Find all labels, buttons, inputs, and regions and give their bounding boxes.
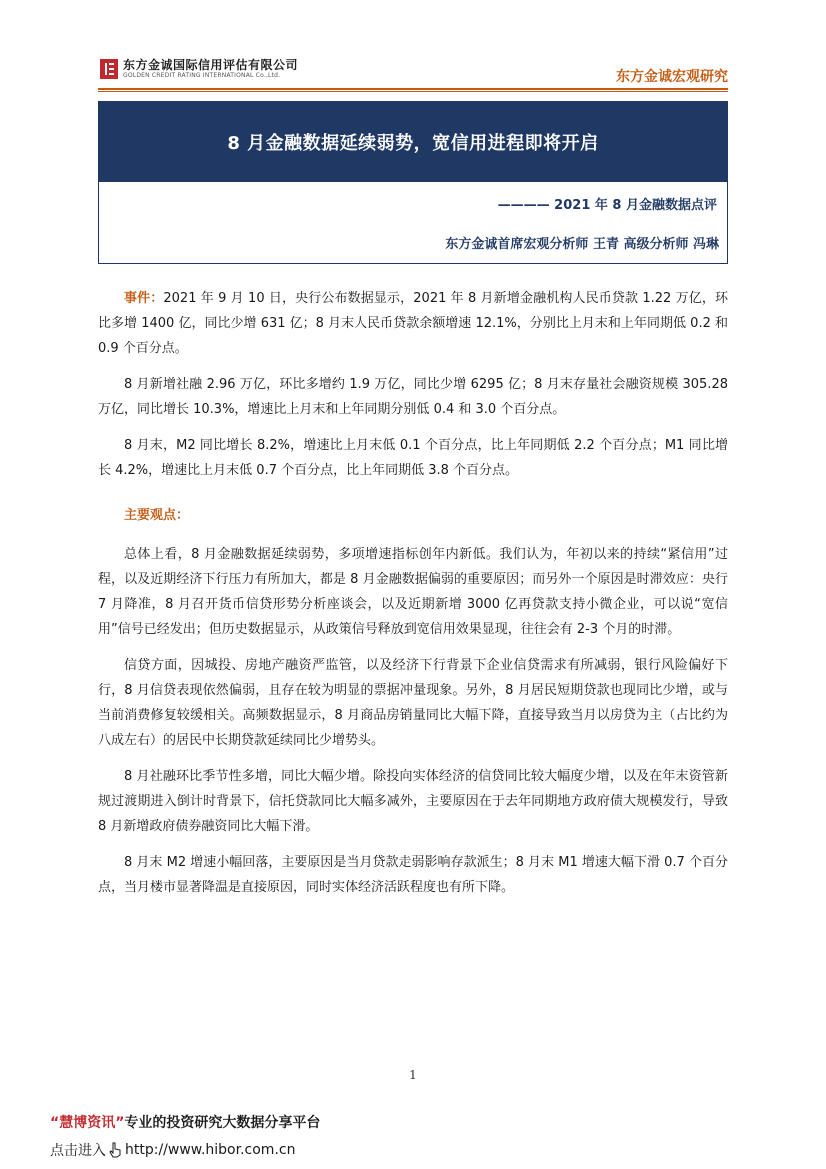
page-number: 1 xyxy=(409,1068,417,1082)
footer-tagline xyxy=(50,1112,320,1132)
company-name-en: GOLDEN CREDIT RATING INTERNATIONAL Co.,Ltd. xyxy=(123,72,281,79)
footer-enter-text: 点击进入 xyxy=(50,1143,106,1159)
company-logo-icon xyxy=(100,59,118,79)
report-title: 8 月金融数据延续弱势，宽信用进程即将开启 xyxy=(99,102,727,182)
event-text-1: 2021 年 9 月 10 日，央行公布数据显示，2021 年 8 月新增金融机构人民币贷款 1.22 万亿，环比多增 1400 亿，同比少增 631 亿；8 月末人民币贷款余额增速 12.1%，分别比上月末和上年同期低 0.2 和 0.9 个百分点。 xyxy=(98,291,728,356)
footer-link-row[interactable] xyxy=(50,1140,295,1160)
views-paragraph-4: 8 月末 M2 增速小幅回落，主要原因是当月贷款走弱影响存款派生；8 月末 M1 增速大幅下滑 0.7 个百分点，当月楼市显著降温是直接原因，同时实体经济活跃程度也有所下降。 xyxy=(98,855,728,895)
event-label: 事件： xyxy=(124,291,164,306)
footer-url-link[interactable]: http://www.hibor.com.cn xyxy=(125,1142,296,1158)
pointer-cursor-icon xyxy=(108,1142,122,1158)
company-logo xyxy=(100,58,298,80)
event-paragraph-2: 8 月新增社融 2.96 万亿，环比多增约 1.9 万亿，同比少增 6295 亿；8 月末存量社会融资规模 305.28 万亿，同比增长 10.3%，增速比上月末和上年同期分别低 0.4 和 3.0 个百分点。 xyxy=(98,377,728,417)
report-body xyxy=(98,286,728,911)
title-box xyxy=(98,101,728,264)
event-paragraph-3: 8 月末，M2 同比增长 8.2%，增速比上月末低 0.1 个百分点，比上年同期低 2.2 个百分点；M1 同比增长 4.2%，增速比上月末低 0.7 个百分点，比上年同期低 3.8 个百分点。 xyxy=(98,438,728,478)
views-paragraph-2: 信贷方面，因城投、房地产融资严监管，以及经济下行背景下企业信贷需求有所减弱，银行风险偏好下行，8 月信贷表现依然偏弱，且存在较为明显的票据冲量现象。另外，8 月居民短期贷款也现同比少增，或与当前消费修复较缓相关。高频数据显示，8 月商品房销量同比大幅下降，直接导致当月以房贷为主（占比约为八成左右）的居民中长期贷款延续同比少增势头。 xyxy=(98,658,728,748)
event-paragraph-1 xyxy=(98,286,728,361)
company-name-cn: 东方金诚国际信用评估有限公司 xyxy=(123,58,299,72)
header-divider xyxy=(98,88,728,90)
views-heading: 主要观点： xyxy=(124,508,190,523)
views-paragraph-1: 总体上看，8 月金融数据延续弱势，多项增速指标创年内新低。我们认为，年初以来的持续“紧信用”过程，以及近期经济下行压力有所加大，都是 8 月金融数据偏弱的重要原因；而另外一个原因是时滞效应：央行 7 月降准，8 月召开货币信贷形势分析座谈会，以及近期新增 3000 亿再贷款支持小微企业，可以说“宽信用”信号已经发出；但历史数据显示，从政策信号释放到宽信用效果显现，往往会有 2-3 个月的时滞。 xyxy=(98,547,728,637)
footer-tagline-text: 专业的投资研究大数据分享平台 xyxy=(124,1115,321,1131)
research-brand: 东方金诚宏观研究 xyxy=(616,69,728,85)
footer-brand: “慧博资讯” xyxy=(50,1115,125,1131)
views-paragraph-3: 8 月社融环比季节性多增，同比大幅少增。除投向实体经济的信贷同比较大幅度少增，以及在年末资管新规过渡期进入倒计时背景下，信托贷款同比大幅多减外，主要原因在于去年同期地方政府债大规模发行，导致 8 月新增政府债券融资同比大幅下滑。 xyxy=(98,769,728,834)
report-authors: 东方金诚首席宏观分析师 王青 高级分析师 冯琳 xyxy=(445,237,719,252)
header-divider-thin xyxy=(98,91,728,92)
report-subtitle: ———— 2021 年 8 月金融数据点评 xyxy=(497,198,717,213)
